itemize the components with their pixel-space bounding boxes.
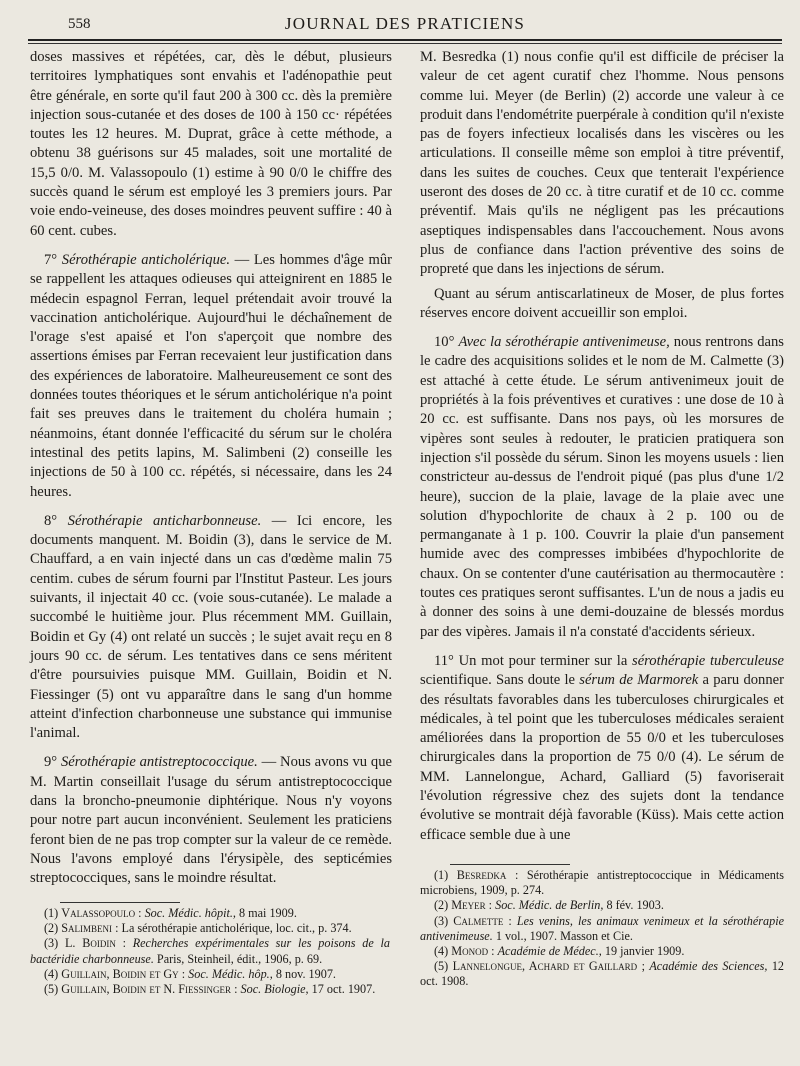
- footnote: [420, 944, 784, 959]
- footnote-author: Lannelongue, Achard et Gaillard: [452, 959, 638, 974]
- footnote: [30, 906, 390, 921]
- footnote: [420, 914, 784, 944]
- footnote-rest: 19 janvier 1909.: [601, 944, 685, 959]
- paragraph-antivenimeuse: [420, 333, 784, 642]
- footnote: [420, 868, 784, 898]
- footnote-author: Calmette: [453, 913, 504, 928]
- section-text: — Les hommes d'âge mûr se rappellent les attaques odieuses qui atteignirent en 1885 le médecin espagnol Ferran, lequel prétendait avoir trouvé la vaccination anticholérique. Aujourd'hui le déchaînement de l'orage s'est apaisé et l'on s'aperçoit que nombre des assertions émises par Ferran recevaient leur justification dans des expériences de laboratoire. Malheureusement ce sont des données toutes théoriques et le sérum anticholérique n'a point fait ses preuves dans le traitement du choléra humain ; néanmoins, étant donnée l'efficacité du sérum sur le choléra intestinal des petits lapins, M. Salimbeni (2) conseille les injections de 50 à 100 cc. répétés, si nécessaire, dans les 24 heures.: [30, 251, 392, 500]
- section-text: Un mot pour terminer sur la: [453, 652, 633, 669]
- footnote-rest: 1 vol., 1907. Masson et Cie.: [492, 928, 633, 943]
- paragraph-moser: Quant au sérum antiscarlatineux de Moser, de plus fortes réserves encore doivent accueillir son emploi.: [420, 285, 784, 321]
- footnote-sep: :: [178, 966, 189, 981]
- footnote-number: (5): [44, 982, 59, 997]
- footnote-number: (1): [434, 868, 449, 882]
- footnote-rest: La sérothérapie anticholérique, loc. cit., p. 374.: [121, 921, 352, 936]
- footnotes-left: [30, 906, 390, 997]
- footnote-rule-right: [450, 864, 570, 865]
- paragraph-tuberculeuse: [420, 652, 784, 845]
- section-number: 7°: [44, 251, 58, 268]
- footnote-author: Valassopoulo: [61, 906, 136, 920]
- serum-name: sérum de Marmorek: [579, 672, 699, 689]
- footnote-sep: :: [485, 898, 496, 913]
- footnote-number: (2): [44, 921, 59, 936]
- section-number: 11°: [434, 652, 454, 669]
- footnote-rest: 8 fév. 1903.: [603, 898, 664, 913]
- section-text: nous rentrons dans le cadre des acquisitions solides et le nom de M. Calmette (3) est attaché à cette étude. Le sérum antivenimeux jouit de propriétés à la fois préventives et curatives : une dose de 10 à 20 cc. est suffisante. Dans nos pays, où les morsures de vipères sont seules à redouter, le praticien pratiquera son injection s'il possède du sérum. Sinon les moyens usuels : lien constricteur au-dessus de l'endroit piqué (pas plus d'une 1/2 heure), succion de la plaie, lavage de la plaie avec une solution d'hypochlorite de chaux à 2 p. 100 ou de permanganate à 1 p. 100. Couvrir la plaie d'un pansement humide avec des compresses imbibées d'hypochlorite de chaux. On se contenter d'une cautérisation au thermocautère : toutes ces pratiques seront suffisantes. L'un de nous a jadis eu à donner des soins à une demi-douzaine de blessés mordus par des vipères. Jamais il n'a constaté d'accidents sérieux.: [420, 334, 784, 640]
- paragraph-doses: doses massives et répétées, car, dès le début, plusieurs territoires lymphatiques sont envahis et l'adénopathie peut être générale, en sorte qu'il faut 200 à 300 cc. dès la première injection sous-cutanée et des doses de 100 à 150 cc· répétées toutes les 12 heures. M. Duprat, grâce à cette méthode, a obtenu 38 guérisons sur 45 malades, soit une mortalité de 15,5 0/0. M. Valassopoulo (1) estime à 90 0/0 le chiffre des succès quand le sérum est employé les 3 premiers jours. Par voie endo-veineuse, des doses moindres peuvent suffire : 40 à 60 cent. cubes.: [30, 49, 392, 239]
- footnote-rest: 8 nov. 1907.: [272, 966, 336, 981]
- footnote-author: Besredka: [456, 868, 507, 882]
- paragraph-anticholerique: [30, 251, 392, 502]
- footnote-source: Soc. Médic. hôp.,: [188, 966, 273, 981]
- footnote: [30, 982, 390, 997]
- footnote-sep: :: [112, 921, 122, 936]
- footnote: [30, 936, 390, 966]
- footnote-number: (5): [434, 959, 449, 974]
- footnote: [30, 921, 390, 936]
- section-title: sérothérapie tuberculeuse: [632, 652, 784, 669]
- footnote-author: Guillain, Boidin et Gy: [61, 966, 179, 981]
- footnote-number: (4): [434, 944, 449, 959]
- footnote-number: (3): [434, 913, 449, 928]
- footnote-author: Meyer: [451, 898, 486, 913]
- footnote-author: Monod: [451, 944, 489, 959]
- footnote-number: (2): [434, 898, 449, 913]
- section-text: scientifique. Sans doute le: [420, 672, 580, 689]
- section-number: 9°: [44, 754, 58, 771]
- footnote: [420, 898, 784, 913]
- footnote-rest: 12 oct. 1908.: [420, 959, 785, 989]
- footnote-rest: Paris, Steinheil, édit., 1906, p. 69.: [153, 951, 323, 966]
- footnote-source: Académie des Sciences,: [649, 959, 768, 974]
- footnotes-right: [420, 868, 784, 990]
- section-text: a paru donner des résultats favorables dans les tuberculoses chirurgicales et médicales, à tel point que les tuberculoses médicales seraient améliorées dans la proportion de 55 0/0 et les tuberculoses chirurgicales dans la proportion de 75 0/0 (4). Le sérum de MM. Lannelongue, Achard, Galliard (5) favoriserait l'évolution régressive chez des sujets dont la tendance évolutive se montrait déjà favorable (Küss). Mais cette action efficace semble due à une: [420, 672, 784, 843]
- paragraph-antistreptococcique: [30, 753, 392, 888]
- footnote-author: Salimbeni: [61, 921, 113, 936]
- section-number: 8°: [44, 512, 58, 529]
- footnote-sep: :: [135, 906, 145, 920]
- footnote-author: L. Boidin: [64, 936, 116, 951]
- left-column: [30, 48, 392, 893]
- footnote: [420, 959, 784, 989]
- footnote-source: Recherches expérimentales sur les poisons de la bactéridie charbonneuse.: [30, 936, 390, 966]
- section-number: 10°: [434, 334, 455, 351]
- footnote-sep: :: [488, 944, 498, 959]
- journal-title: JOURNAL DES PRATICIENS: [284, 14, 526, 33]
- header-rule: [28, 39, 782, 41]
- footnote-sep: ;: [637, 959, 650, 974]
- footnote-rest: 17 oct. 1907.: [308, 982, 376, 997]
- footnote-rest: Sérothérapie antistreptococcique in Médicaments microbiens, 1909, p. 274.: [420, 868, 784, 898]
- page-header: [28, 14, 782, 38]
- section-title: Sérothérapie anticholérique.: [61, 251, 231, 268]
- footnote-source: Les venins, les animaux venimeux et la sérothérapie antivenimeuse.: [420, 913, 785, 943]
- footnote-author: Guillain, Boidin et N. Fiessinger: [61, 982, 232, 997]
- section-text: — Ici encore, les documents manquent. M. Boidin (3), dans le service de M. Chauffard, a en vain injecté dans un cas d'œdème malin 75 centim. cubes de sérum fourni par l'Institut Pasteur. Les jours suivants, il injectait 40 cc. (voie sous-cutanée). Le malade a succombé le huitième jour. Plus récemment MM. Guillain, Boidin et Gy (4) ont relaté un succès ; le sujet avait reçu en 8 jours 90 cc. de sérum. Les tentatives dans ce sens méritent d'être poursuivies puisque MM. Guillain, Boidin et N. Fiessinger (5) ont vu apparaître dans le sang d'un homme atteint d'infection charbonneuse une substance qui immunise l'animal.: [30, 512, 392, 742]
- section-title: Sérothérapie anticharbonneuse.: [67, 512, 262, 529]
- footnote-number: (3): [44, 936, 59, 951]
- right-column: [420, 48, 784, 850]
- footnote-number: (1): [44, 906, 59, 920]
- footnote-rest: 8 mai 1909.: [235, 906, 297, 920]
- footnote-source: Soc. Biologie,: [240, 982, 309, 997]
- section-title: Sérothérapie antistreptococcique.: [60, 754, 258, 771]
- footnote-sep: :: [503, 913, 517, 928]
- footnote: [30, 967, 390, 982]
- footnote-source: Soc. Médic. de Berlin,: [495, 898, 604, 913]
- footnote-source: Académie de Médec.,: [497, 944, 602, 959]
- footnote-sep: :: [115, 936, 133, 951]
- footnote-sep: :: [506, 868, 527, 882]
- page-number: 558: [68, 16, 91, 32]
- footnote-rule-left: [60, 902, 180, 903]
- section-title: Avec la sérothérapie antivenimeuse,: [458, 334, 670, 351]
- footnote-sep: :: [231, 982, 241, 997]
- section-text: — Nous avons vu que M. Martin conseillait l'usage du sérum antistreptococcique dans la broncho-pneumonie diphtérique. Nous n'y voyons pour notre part aucun inconvénient. Seulement les praticiens feront bien de ne pas trop compter sur la valeur de ce remède. Nous l'avons employé dans l'érysipèle, des septicémies streptococciques, sans le moindre résultat.: [30, 754, 392, 887]
- footnote-number: (4): [44, 966, 59, 981]
- footnote-source: Soc. Médic. hôpit.,: [144, 906, 236, 920]
- paragraph-anticharbonneuse: [30, 512, 392, 744]
- paragraph-besredka: M. Besredka (1) nous confie qu'il est difficile de préciser la valeur de cet agent curatif chez l'homme. Nous pensons comme lui. Meyer (de Berlin) (2) accorde une valeur à ce produit dans l'endométrite puerpérale à condition qu'il n'existe pas de foyers infectieux localisés dans les viscères ou les articulations. Il conseille même son emploi à titre préventif, dans les suites de couches. Ceux que tenterait l'expérience useront des doses de 20 cc. à titre curatif et de 10 cc. comme préventif. Mais qu'ils ne négligent pas les précautions aseptiques indispensables dans l'accouchement. Nous avons plus de confiance dans l'action préventive des soins de propreté que dans les injections de sérum.: [420, 49, 784, 278]
- header-rule-thin: [28, 43, 782, 44]
